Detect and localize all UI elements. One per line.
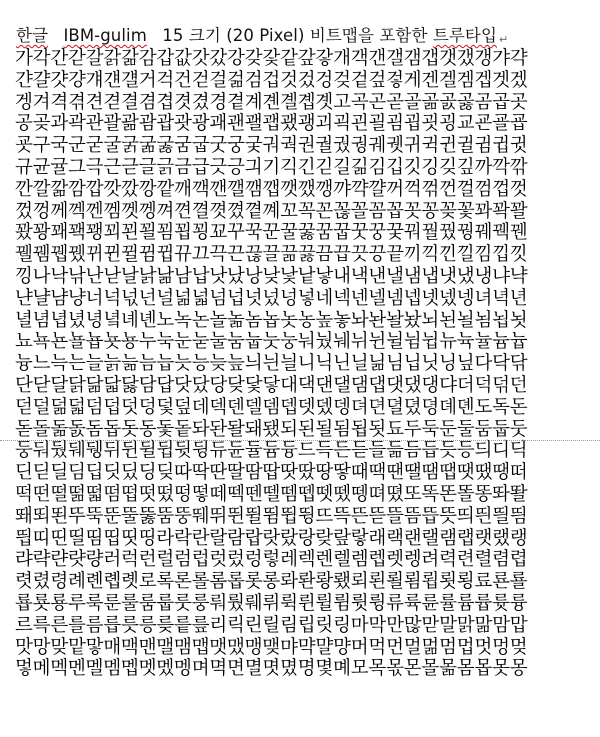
sample-text-line: 냔냘냠냥너넉넋넌널넒넓넘넙넛넜넝넣네넥넨넬넴넵넷넸넹녀녁년 (15, 287, 528, 309)
sample-text-line: 겡겨격겪견겯결겸겹겻겼경곁계곈곌곕곗고곡곤곧골곪곬곯곰곱곳 (15, 91, 528, 113)
sample-text-line: 딘딛딜딤딥딧딨딩딪따딱딴딸땀땁땃땄땅땋때땍땐땔땜땝땟땠땡떠 (15, 462, 528, 484)
sample-text-line: 멓메멕멘멜멤멥멧멨멩며멱면멸몃몄명몇몌모목몫몬몰몲몸몹못몽 (15, 658, 528, 680)
sample-text-line: 꿸뀀뀁뀄뀌뀐뀔뀜뀝뀨끄끅끈끊끌끎끓끔끕끗끙끝끼끽낀낄낌낍낏 (15, 244, 528, 266)
paragraph-mark-icon: ↵ (499, 33, 509, 46)
sample-text-line: 띕띠띤띨띰띱띳띵라락란랄람랍랏랐랑랒랖랗래랙랜랠램랩랫랬랭 (15, 527, 528, 549)
heading-size-label: 15 크기 (20 Pixel) (162, 26, 305, 45)
sample-text-line: 돋돌돎돐돔돕돗동돛돝돠돤돨돼됐되된될됨됩됫됴두둑둔둘둠둡둣 (15, 418, 528, 440)
heading-font-kind: 트루타입 (432, 26, 497, 45)
sample-text-line: 꽜꽝꽤꽥꽹꾀꾄꾈꾐꾑꾕꾜꾸꾹꾼꿀꿇꿈꿉꿋꿍꿎꿔꿜꿨꿩꿰꿱꿴 (15, 222, 528, 244)
sample-text-line: 늉느늑는늘늙늚늠늡늣능늦늪늬늰늴니닉닌닐닒님닙닛닝닢다닥닦 (15, 353, 528, 375)
sample-text-line: 가각간갇갈갉갊감갑값갓갔강갖갗같갚갛개객갠갤갬갭갯갰갱갸갹 (15, 48, 528, 69)
sample-text-line: 갼걀걋걍걔걘걜거걱건걷걸걺검겁것겄겅겆겉겊겋게겐겔겜겝겟겠 (15, 69, 528, 91)
sample-text-line: 렷렸령례롄롑롓로록론롤롬롭롯롱롸롼뢍뢨뢰뢴뢸룀룁룃룅료룐룔 (15, 571, 528, 593)
sample-text-line: 낑나낙낚난낟날낡낢남납낫났낭낮낯낱낳내낵낸낼냄냅냇냈냉냐냑 (15, 265, 528, 287)
sample-text-line: 덛덜덞덟덤덥덧덩덫덮데덱덴델뎀뎁뎃뎄뎅뎌뎐뎔뎠뎡뎨뎬도독돈 (15, 396, 528, 418)
sample-text-line: 르륵른를름릅릇릉릊릍릎리릭린릴림립릿링마막만많맏말맑맒맘맙 (15, 614, 528, 636)
heading-script-word: 한글 (16, 26, 49, 45)
sample-text-line: 공곶과곽관괄괆괌괍괏광괘괜괠괩괬괭괴괵괸괼굄굅굇굉교굔굘굡 (15, 113, 528, 135)
sample-text-line: 녈념녑녔녕녘녜녠노녹논놀놂놈놉놋농높놓놔놘놜놨뇌뇐뇔뇜뇝뇟 (15, 309, 528, 331)
page-break-divider (0, 440, 600, 441)
heading-description: 비트맵을 포함한 (309, 26, 428, 45)
sample-text-line: 둥둬뒀뒈뒝뒤뒨뒬뒵뒷뒹듀듄듈듐듕드득든듣들듦듬듭듯등듸디딕 (15, 440, 528, 462)
sample-text-line: 단닫달닭닮닯닳담답닷닸당닺닻닿대댁댄댈댐댑댓댔댕댜더덕덖던 (15, 374, 528, 396)
sample-text-line: 뙈뙤뙨뚜뚝뚠뚤뚫뚬뚱뛔뛰뛴뛸뜀뜁뜅뜨뜩뜬뜯뜰뜸뜹뜻띄띈띌띔 (15, 505, 528, 527)
sample-text-line: 깐깔깖깜깝깟깠깡깥깨깩깬깰깸깹깻깼깽꺄꺅꺌꺼꺽꺾껀껄껌껍껏 (15, 178, 528, 200)
sample-text-line: 껐껑께껙껜껨껫껭껴껸껼꼇꼈꼍꼐꼬꼭꼰꼲꼴꼼꼽꼿꽁꽂꽃꽈꽉꽐 (15, 200, 528, 222)
sample-text-line: 뇨뇩뇬뇰뇹뇻뇽누눅눈눋눌눔눕눗눙눠눴눼뉘뉜뉠뉨뉩뉴뉵뉼늄늅 (15, 331, 528, 353)
sample-text-line: 맛망맞맡맣매맥맨맬맴맵맷맸맹맺먀먁먈먕머먹먼멀멂멈멉멋멍멎 (15, 636, 528, 658)
heading-font-name: IBM-gulim (63, 26, 147, 45)
sample-text-line: 규균귤그극근귿글긁금급긋긍긔기긱긴긷길긺김깁깃깅깆깊까깍깎 (15, 156, 528, 178)
sample-text-line: 룝룟룡루룩룬룰룸룹룻룽뤄뤘뤠뤼뤽륀륄륌륏륑류륙륜률륨륩륫륭 (15, 592, 528, 614)
sample-text-line: 굣구국군굳굴굵굶굻굼굽굿궁궂궈궉권궐궜궝궤궷귀귁귄귈귐귑귓 (15, 135, 528, 157)
hangul-sample-text-block (15, 48, 600, 680)
document-heading-line (16, 24, 596, 48)
sample-text-line: 랴략랸럇량러럭런럴럼럽럿렀렁렇레렉렌렐렘렙렛렝려력련렬렴렵 (15, 549, 528, 571)
sample-text-line: 떡떤떨떪떫떰떱떳떴떵떻떼떽뗀뗄뗌뗍뗏뗐뗑뗘뗬또똑똔똘똥똬똴 (15, 483, 528, 505)
